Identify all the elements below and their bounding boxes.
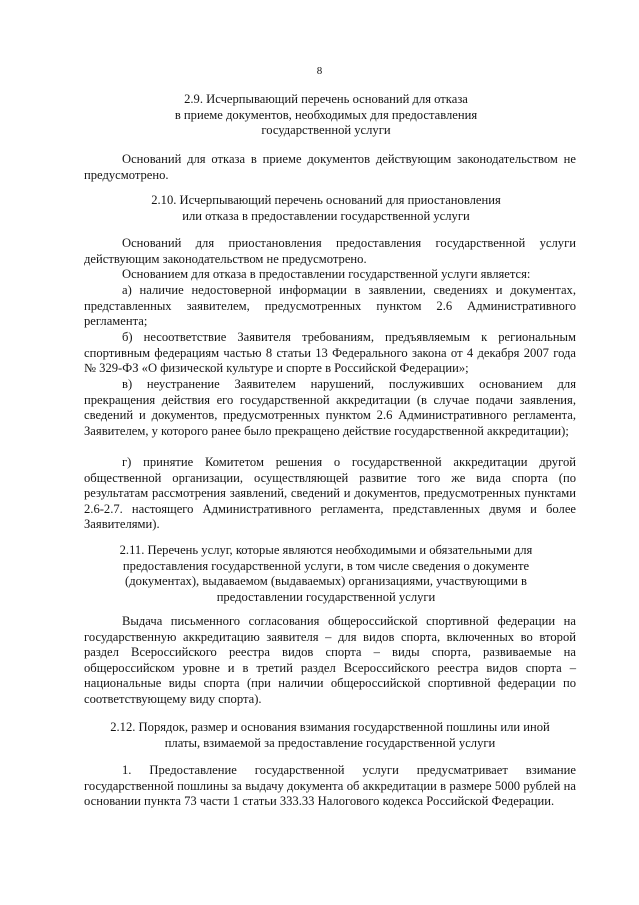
- refusal-item-b: б) несоответствие Заявителя требованиям, предъявляемым к региональным спортивным федерациям частью 8 статьи 13 Федерального закона от 4 декабря 2007 года № 329-ФЗ «О физической культуре и спорте в Российской Федерации»;: [84, 330, 576, 376]
- refusal-item-a: а) наличие недостоверной информации в заявлении, сведениях и документах, представленных заявителем, предусмотренных пунктом 2.6 Административного регламента;: [84, 283, 576, 329]
- section-2-12-text: 1. Предоставление государственной услуги предусматривает взимание государственной пошлины за выдачу документа об аккредитации в размере 5000 рублей на основании пункта 73 части 1 статьи 333.33 Налогового кодекса Российской Федерации.: [84, 763, 576, 809]
- page-number: 8: [316, 65, 323, 77]
- section-2-10-p1: Оснований для приостановления предоставления государственной услуги действующим законодательством не предусмотрено.: [84, 236, 576, 266]
- section-2-10-heading: 2.10. Исчерпывающий перечень оснований для приостановления или отказа в предоставлении государственной услуги: [151, 193, 501, 223]
- section-2-12-heading: 2.12. Порядок, размер и основания взимания государственной пошлины или иной платы, взимаемой за предоставление государственной услуги: [110, 720, 550, 750]
- section-2-11-heading: 2.11. Перечень услуг, которые являются необходимыми и обязательными для предоставления государственной услуги, в том числе сведения о документе (документах), выдаваемом (выдаваемых) организациями, участвующими в предоставлении государственной услуги: [119, 543, 533, 604]
- section-2-11-text: Выдача письменного согласования общероссийской спортивной федерации на государственную аккредитацию заявителя – для видов спорта, включенных во второй раздел Всероссийского реестра видов спорта – виды спорта, развиваемые на общероссийском уровне и в третий раздел Всероссийского реестра видов спорта – национальные виды спорта (при наличии общероссийской спортивной федерации по соответствующему виду спорта).: [84, 614, 576, 706]
- section-2-9-heading: 2.9. Исчерпывающий перечень оснований для отказа в приеме документов, необходимых для предоставления государственной услуги: [174, 92, 478, 138]
- refusal-item-g: г) принятие Комитетом решения о государственной аккредитации другой общественной организации, осуществляющей развитие того же вида спорта (по результатам рассмотрения заявлений, сведений и документов, предусмотренных пунктами 2.6-2.7. настоящего Административного регламента, представленных двумя и более Заявителями).: [84, 455, 576, 532]
- refusal-item-v: в) неустранение Заявителем нарушений, послуживших основанием для прекращения действия его государственной аккредитации (в случае подачи заявления, сведений и документов, предусмотренных пунктом 2.6 Административного регламента, Заявителем, у которого ранее было прекращено действие государственной аккредитации);: [84, 377, 576, 438]
- section-2-10-p2: Основанием для отказа в предоставлении государственной услуги является:: [122, 267, 531, 281]
- section-2-9-text: Оснований для отказа в приеме документов действующим законодательством не предусмотрено.: [84, 152, 576, 182]
